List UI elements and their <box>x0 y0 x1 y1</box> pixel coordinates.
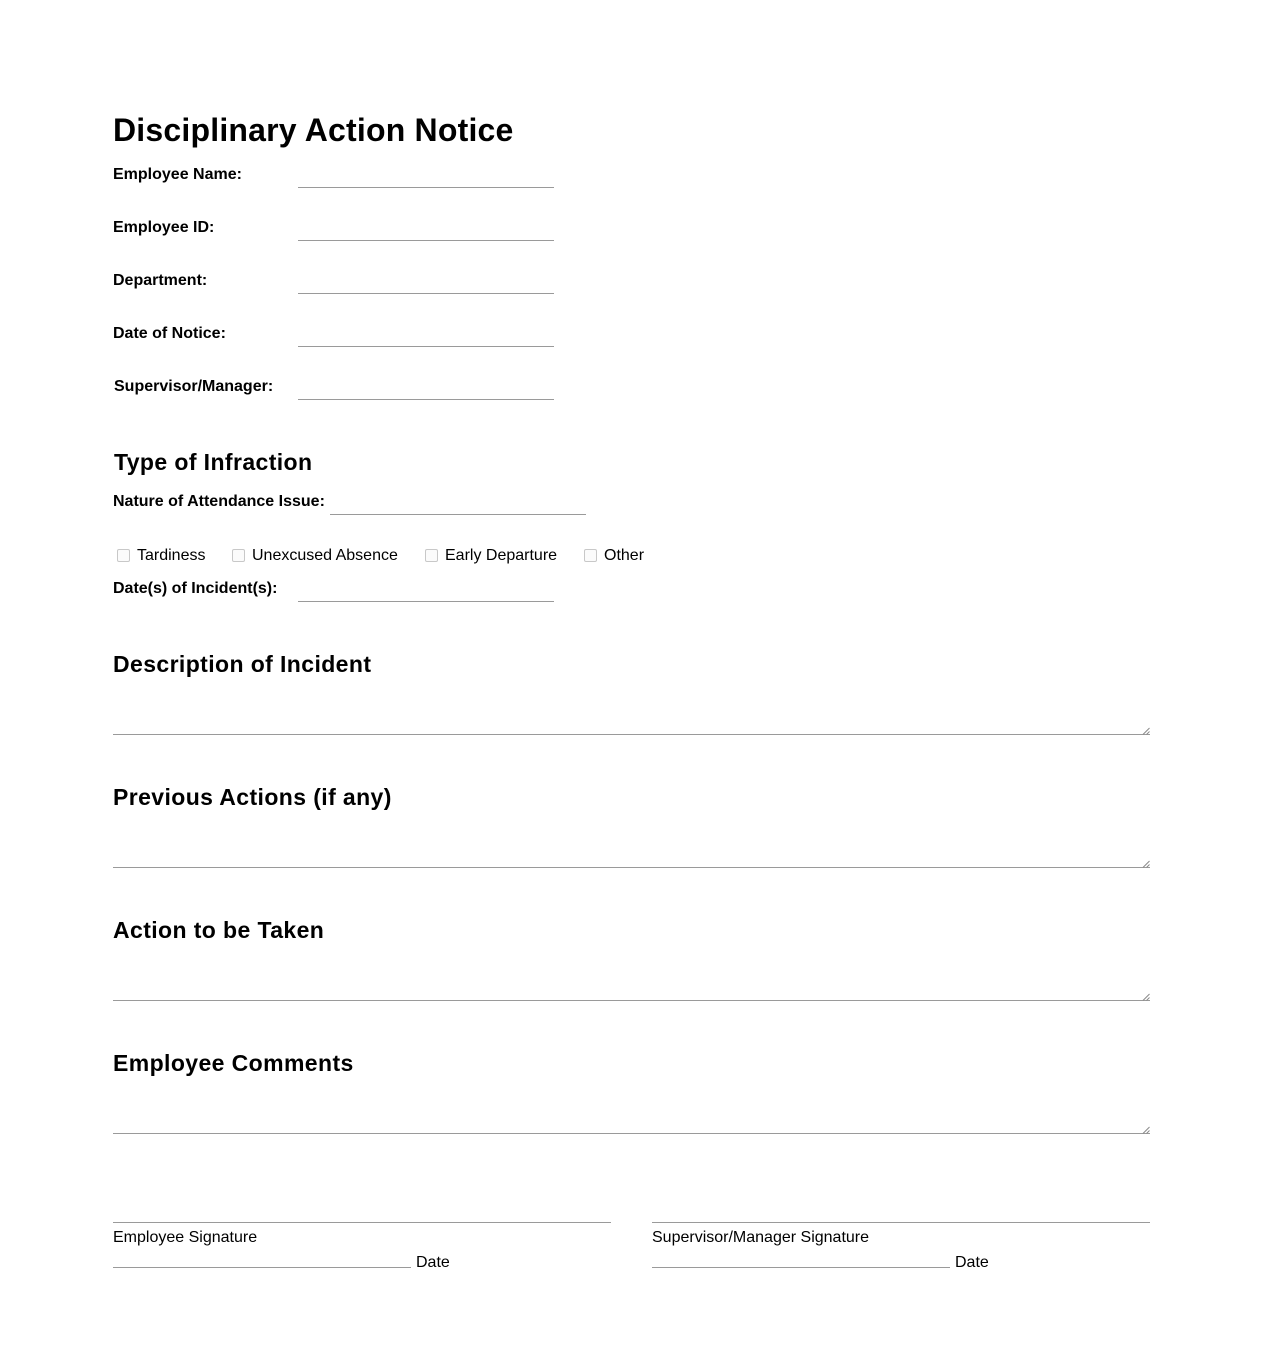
previous-actions-heading: Previous Actions (if any) <box>113 784 392 810</box>
supervisor-date-label: Date <box>955 1254 989 1271</box>
date-of-notice-label: Date of Notice: <box>113 325 226 342</box>
supervisor-signature-line[interactable] <box>652 1222 1150 1223</box>
resize-grip-icon[interactable] <box>1142 993 1150 1001</box>
employee-comments-textarea[interactable] <box>113 1133 1150 1134</box>
early-departure-checkbox[interactable] <box>425 549 438 562</box>
page-title: Disciplinary Action Notice <box>113 112 514 148</box>
supervisor-signature-date-line[interactable] <box>652 1267 950 1268</box>
employee-signature-label: Employee Signature <box>113 1229 258 1246</box>
employee-id-field[interactable] <box>298 240 554 241</box>
option-label: Unexcused Absence <box>252 547 398 564</box>
employee-comments-heading: Employee Comments <box>113 1050 354 1076</box>
department-field[interactable] <box>298 293 554 294</box>
supervisor-manager-field[interactable] <box>298 399 554 400</box>
date-of-notice-field[interactable] <box>298 346 554 347</box>
employee-name-field[interactable] <box>298 187 554 188</box>
option-label: Other <box>604 547 645 564</box>
option-label: Early Departure <box>445 547 558 564</box>
dates-of-incidents-label: Date(s) of Incident(s): <box>113 580 278 597</box>
employee-signature-date-line[interactable] <box>113 1267 411 1268</box>
other-checkbox[interactable] <box>584 549 597 562</box>
option-label: Tardiness <box>137 547 206 564</box>
resize-grip-icon[interactable] <box>1142 727 1150 735</box>
previous-actions-textarea[interactable] <box>113 867 1150 868</box>
resize-grip-icon[interactable] <box>1142 1126 1150 1134</box>
employee-id-label: Employee ID: <box>113 219 215 236</box>
department-label: Department: <box>113 272 208 289</box>
infraction-heading: Type of Infraction <box>114 449 313 475</box>
tardiness-checkbox[interactable] <box>117 549 130 562</box>
description-textarea[interactable] <box>113 734 1150 735</box>
nature-of-issue-field[interactable] <box>330 514 586 515</box>
resize-grip-icon[interactable] <box>1142 860 1150 868</box>
employee-name-label: Employee Name: <box>113 166 242 183</box>
supervisor-manager-label: Supervisor/Manager: <box>114 378 274 395</box>
dates-of-incidents-field[interactable] <box>298 601 554 602</box>
description-heading: Description of Incident <box>113 651 372 677</box>
employee-signature-line[interactable] <box>113 1222 611 1223</box>
action-to-be-taken-heading: Action to be Taken <box>113 917 325 943</box>
supervisor-signature-label: Supervisor/Manager Signature <box>652 1229 870 1246</box>
action-to-be-taken-textarea[interactable] <box>113 1000 1150 1001</box>
unexcused-absence-checkbox[interactable] <box>232 549 245 562</box>
nature-of-issue-label: Nature of Attendance Issue: <box>113 493 325 510</box>
employee-date-label: Date <box>416 1254 450 1271</box>
